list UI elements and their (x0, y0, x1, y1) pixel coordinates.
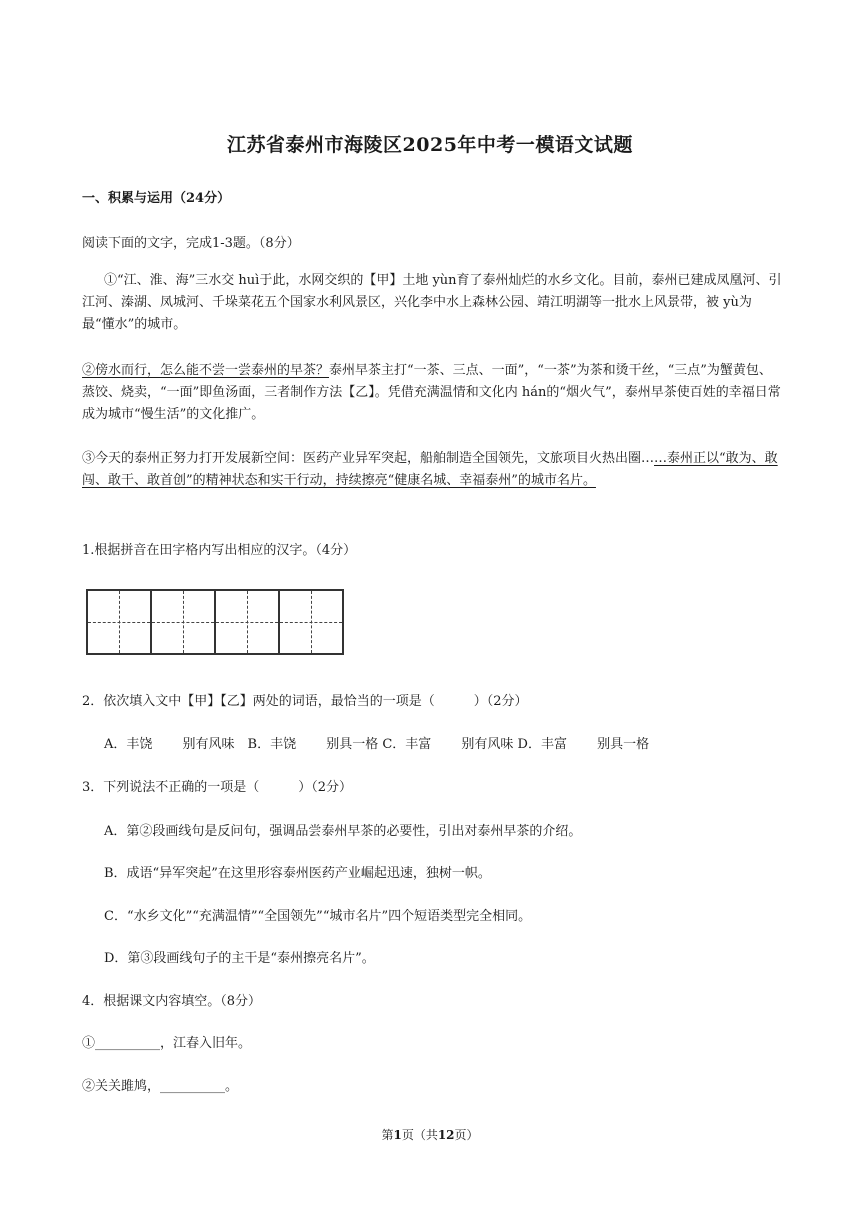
question-3-option-a: A．第②段画线句是反问句，强调品尝泰州早茶的必要性，引出对泰州早茶的介绍。 (104, 824, 582, 839)
paragraph-2-text: 泰州早茶主打“一茶、三点、一面”，“一茶”为茶和烫干丝，“三点”为蟹黄包、蒸饺、烧卖，“一面”即鱼汤面，三者制作方法【乙】。凭借充满温情和文化内 hán的“烟火气”，泰州早茶使百姓的幸福日常成为城市“慢生活”的文化推广。 (82, 363, 781, 422)
footer-suffix: 页） (454, 1128, 479, 1142)
total-pages: 12 (437, 1128, 455, 1142)
paragraph-3-text: ③今天的泰州正努力打开发展新空间：医药产业异军突起，船舶制造全国领先，文旅项目火热出圈… (82, 451, 655, 466)
writing-cell[interactable] (216, 591, 280, 653)
footer-mid: 页（共 (401, 1128, 438, 1142)
question-3: 3．下列说法不正确的一项是（ ）（2分） (82, 780, 353, 795)
paragraph-2-underlined: ②傍水而行，怎么能不尝一尝泰州的早茶？ (82, 363, 330, 378)
question-3-option-b: B．成语“异军突起”在这里形容泰州医药产业崛起迅速，独树一帜。 (104, 866, 491, 881)
section-heading: 一、积累与运用（24分） (82, 191, 231, 206)
question-4-blank-2: ②关关雎鸠，__________。 (82, 1079, 239, 1094)
reading-intro: 阅读下面的文字，完成1-3题。（8分） (82, 236, 300, 251)
page-number: 1 (393, 1128, 402, 1142)
question-4: 4．根据课文内容填空。（8分） (82, 994, 262, 1009)
paragraph-1: ①“江、淮、海”三水交 huì于此，水网交织的【甲】土地 yùn育了泰州灿烂的水乡文化。目前，泰州已建成凤凰河、引江河、溱湖、凤城河、千垛菜花五个国家水利风景区，兴化李中水上森林公园、靖江明湖等一批水上风景带，被 yù为最“懂水”的城市。 (82, 273, 782, 332)
paragraph-3-underlined: …泰州正以“敢为、敢闯、敢干、敢首创”的精神状态和实干行动，持续擦亮“健康名城、幸福泰州”的城市名片。 (82, 451, 778, 488)
writing-cell[interactable] (280, 591, 344, 653)
writing-cell[interactable] (88, 591, 152, 653)
question-2: 2．依次填入文中【甲】【乙】两处的词语，最恰当的一项是（ ）（2分） (82, 694, 528, 709)
question-3-option-c: C．“水乡文化”“充满温情”“全国领先”“城市名片”四个短语类型完全相同。 (104, 909, 532, 924)
paragraph-3 (82, 448, 782, 492)
tianzige-grid (86, 589, 344, 655)
page-title: 江苏省泰州市海陵区2025年中考一模语文试题 (227, 134, 633, 156)
question-2-options: A．丰饶 别有风味 B．丰饶 别具一格 C．丰富 别有风味 D．丰富 别具一格 (104, 737, 650, 752)
page-footer (0, 1126, 860, 1143)
writing-cell[interactable] (152, 591, 216, 653)
footer-prefix: 第 (381, 1128, 394, 1142)
question-3-option-d: D．第③段画线句子的主干是“泰州擦亮名片”。 (104, 951, 375, 966)
paragraph-2 (82, 360, 782, 426)
question-4-blank-1: ①__________，江春入旧年。 (82, 1036, 252, 1051)
question-1: 1.根据拼音在田字格内写出相应的汉字。（4分） (82, 543, 357, 558)
